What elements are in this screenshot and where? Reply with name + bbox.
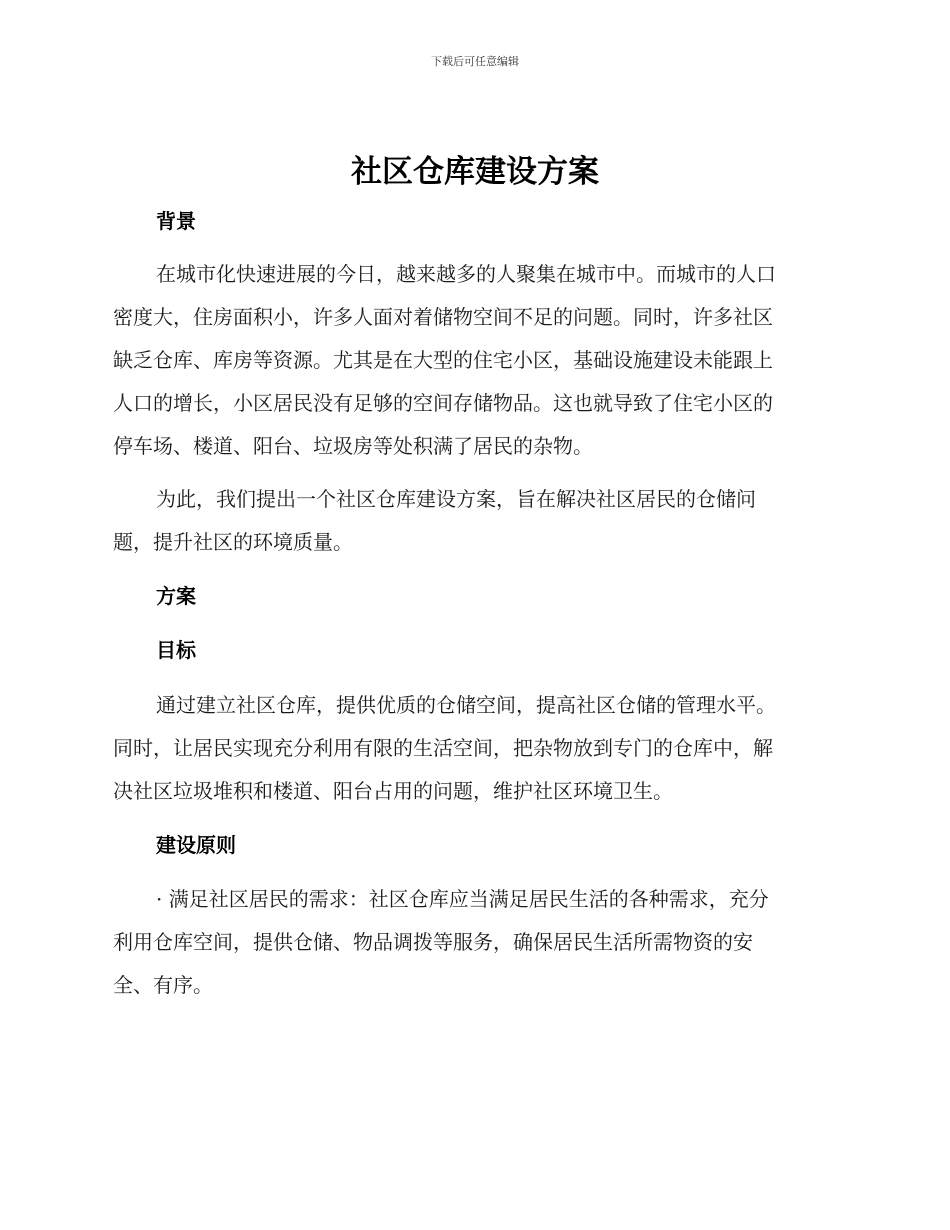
text-line: 人口的增长，小区居民没有足够的空间存储物品。这也就导致了住宅小区的 (113, 391, 773, 415)
text-line: 利用仓库空间，提供仓储、物品调拨等服务，确保居民生活所需物资的安 (113, 930, 753, 954)
text-line: 全、有序。 (113, 973, 213, 997)
text-line: 停车场、楼道、阳台、垃圾房等处积满了居民的杂物。 (113, 434, 593, 458)
principle-1-paragraph (113, 878, 833, 1007)
text-line: 题，提升社区的环境质量。 (113, 530, 353, 554)
text-line: 决社区垃圾堆积和楼道、阳台占用的问题，维护社区环境卫生。 (113, 779, 673, 803)
heading-principles: 建设原则 (156, 833, 236, 857)
heading-plan: 方案 (156, 584, 196, 608)
text-line: 通过建立社区仓库，提供优质的仓储空间，提高社区仓储的管理水平。 (156, 693, 776, 717)
background-paragraph-2 (113, 478, 833, 564)
text-line: 为此，我们提出一个社区仓库建设方案，旨在解决社区居民的仓储问 (156, 487, 756, 511)
heading-background: 背景 (156, 209, 196, 233)
text-line: 密度大，住房面积小，许多人面对着储物空间不足的问题。同时，许多社区 (113, 305, 773, 329)
text-line: 在城市化快速进展的今日，越来越多的人聚集在城市中。而城市的人口 (156, 262, 776, 286)
document-title: 社区仓库建设方案 (351, 154, 599, 190)
text-line: 缺乏仓库、库房等资源。尤其是在大型的住宅小区，基础设施建设未能跟上 (113, 348, 773, 372)
header-note: 下载后可任意编辑 (431, 55, 519, 68)
goal-paragraph (113, 684, 833, 813)
text-line: 同时，让居民实现充分利用有限的生活空间，把杂物放到专门的仓库中，解 (113, 736, 773, 760)
heading-goal: 目标 (156, 638, 196, 662)
text-line: · 满足社区居民的需求：社区仓库应当满足居民生活的各种需求，充分 (156, 887, 769, 911)
background-paragraph-1 (113, 253, 833, 468)
